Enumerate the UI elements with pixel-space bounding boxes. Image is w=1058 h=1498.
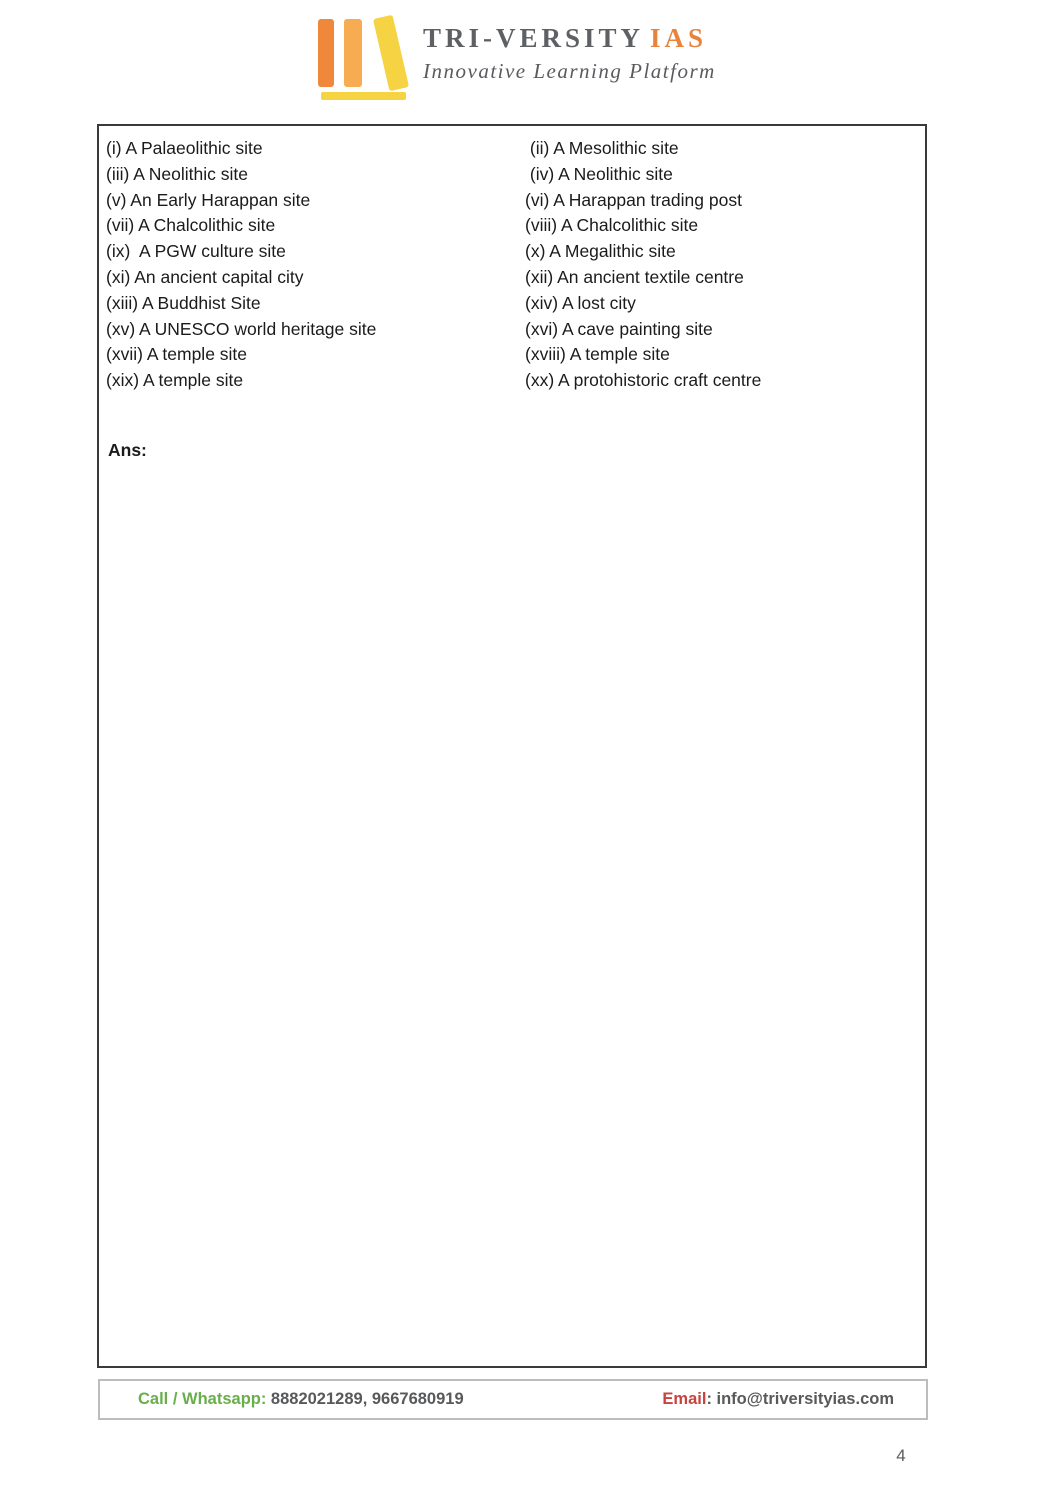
books-logo-icon <box>318 16 413 106</box>
option-row <box>106 213 925 239</box>
email-text <box>662 1390 894 1409</box>
page-number: 4 <box>896 1446 906 1465</box>
brand-name-accent: IAS <box>650 23 708 53</box>
email-address: : info@triversityias.com <box>706 1390 894 1408</box>
option-item: (xiv) A lost city <box>525 292 636 313</box>
option-item: (xvii) A temple site <box>106 344 248 365</box>
option-item: (vi) A Harappan trading post <box>525 189 742 210</box>
book-shelf-base-icon <box>321 92 406 100</box>
option-item: (vii) A Chalcolithic site <box>106 215 276 236</box>
option-row <box>106 291 925 317</box>
option-row <box>106 239 925 265</box>
brand-title <box>423 22 716 54</box>
option-item: (i) A Palaeolithic site <box>106 138 263 158</box>
phone-numbers: 8882021289, 9667680919 <box>266 1390 464 1408</box>
option-item: (iv) A Neolithic site <box>525 163 673 184</box>
option-item: (ix) A PGW culture site <box>106 241 286 262</box>
option-item: (xi) An ancient capital city <box>106 266 304 287</box>
option-item: (xix) A temple site <box>106 370 244 391</box>
option-item: (x) A Megalithic site <box>525 241 676 262</box>
brand-name-primary: TRI-VERSITY <box>423 23 645 53</box>
book-bar-orange-icon <box>318 19 334 87</box>
email-label: Email <box>662 1390 707 1408</box>
call-whatsapp-label: Call / Whatsapp: <box>138 1390 267 1408</box>
options-list <box>106 136 925 394</box>
option-item: (iii) A Neolithic site <box>106 163 248 184</box>
option-row <box>106 317 925 343</box>
brand-block <box>423 22 716 84</box>
option-item: (v) An Early Harappan site <box>106 189 311 210</box>
option-item: (ii) A Mesolithic site <box>525 138 679 158</box>
option-item: (xvi) A cave painting site <box>525 318 713 339</box>
option-row <box>106 188 925 214</box>
book-bar-yellow-tilted-icon <box>373 15 409 92</box>
option-row <box>106 342 925 368</box>
option-row <box>106 136 925 162</box>
contact-footer-bar <box>98 1379 928 1420</box>
option-row <box>106 368 925 394</box>
option-item: (viii) A Chalcolithic site <box>525 215 699 236</box>
option-row <box>106 162 925 188</box>
option-item: (xx) A protohistoric craft centre <box>525 370 762 391</box>
question-options-panel <box>97 124 927 1368</box>
book-bar-light-orange-icon <box>344 19 362 87</box>
option-row <box>106 265 925 291</box>
answer-label: Ans: <box>108 439 147 460</box>
option-item: (xv) A UNESCO world heritage site <box>106 318 377 339</box>
option-item: (xviii) A temple site <box>525 344 670 365</box>
brand-tagline: Innovative Learning Platform <box>423 59 716 83</box>
option-item: (xii) An ancient textile centre <box>525 266 744 287</box>
option-item: (xiii) A Buddhist Site <box>106 292 261 313</box>
call-whatsapp-text <box>138 1390 464 1409</box>
